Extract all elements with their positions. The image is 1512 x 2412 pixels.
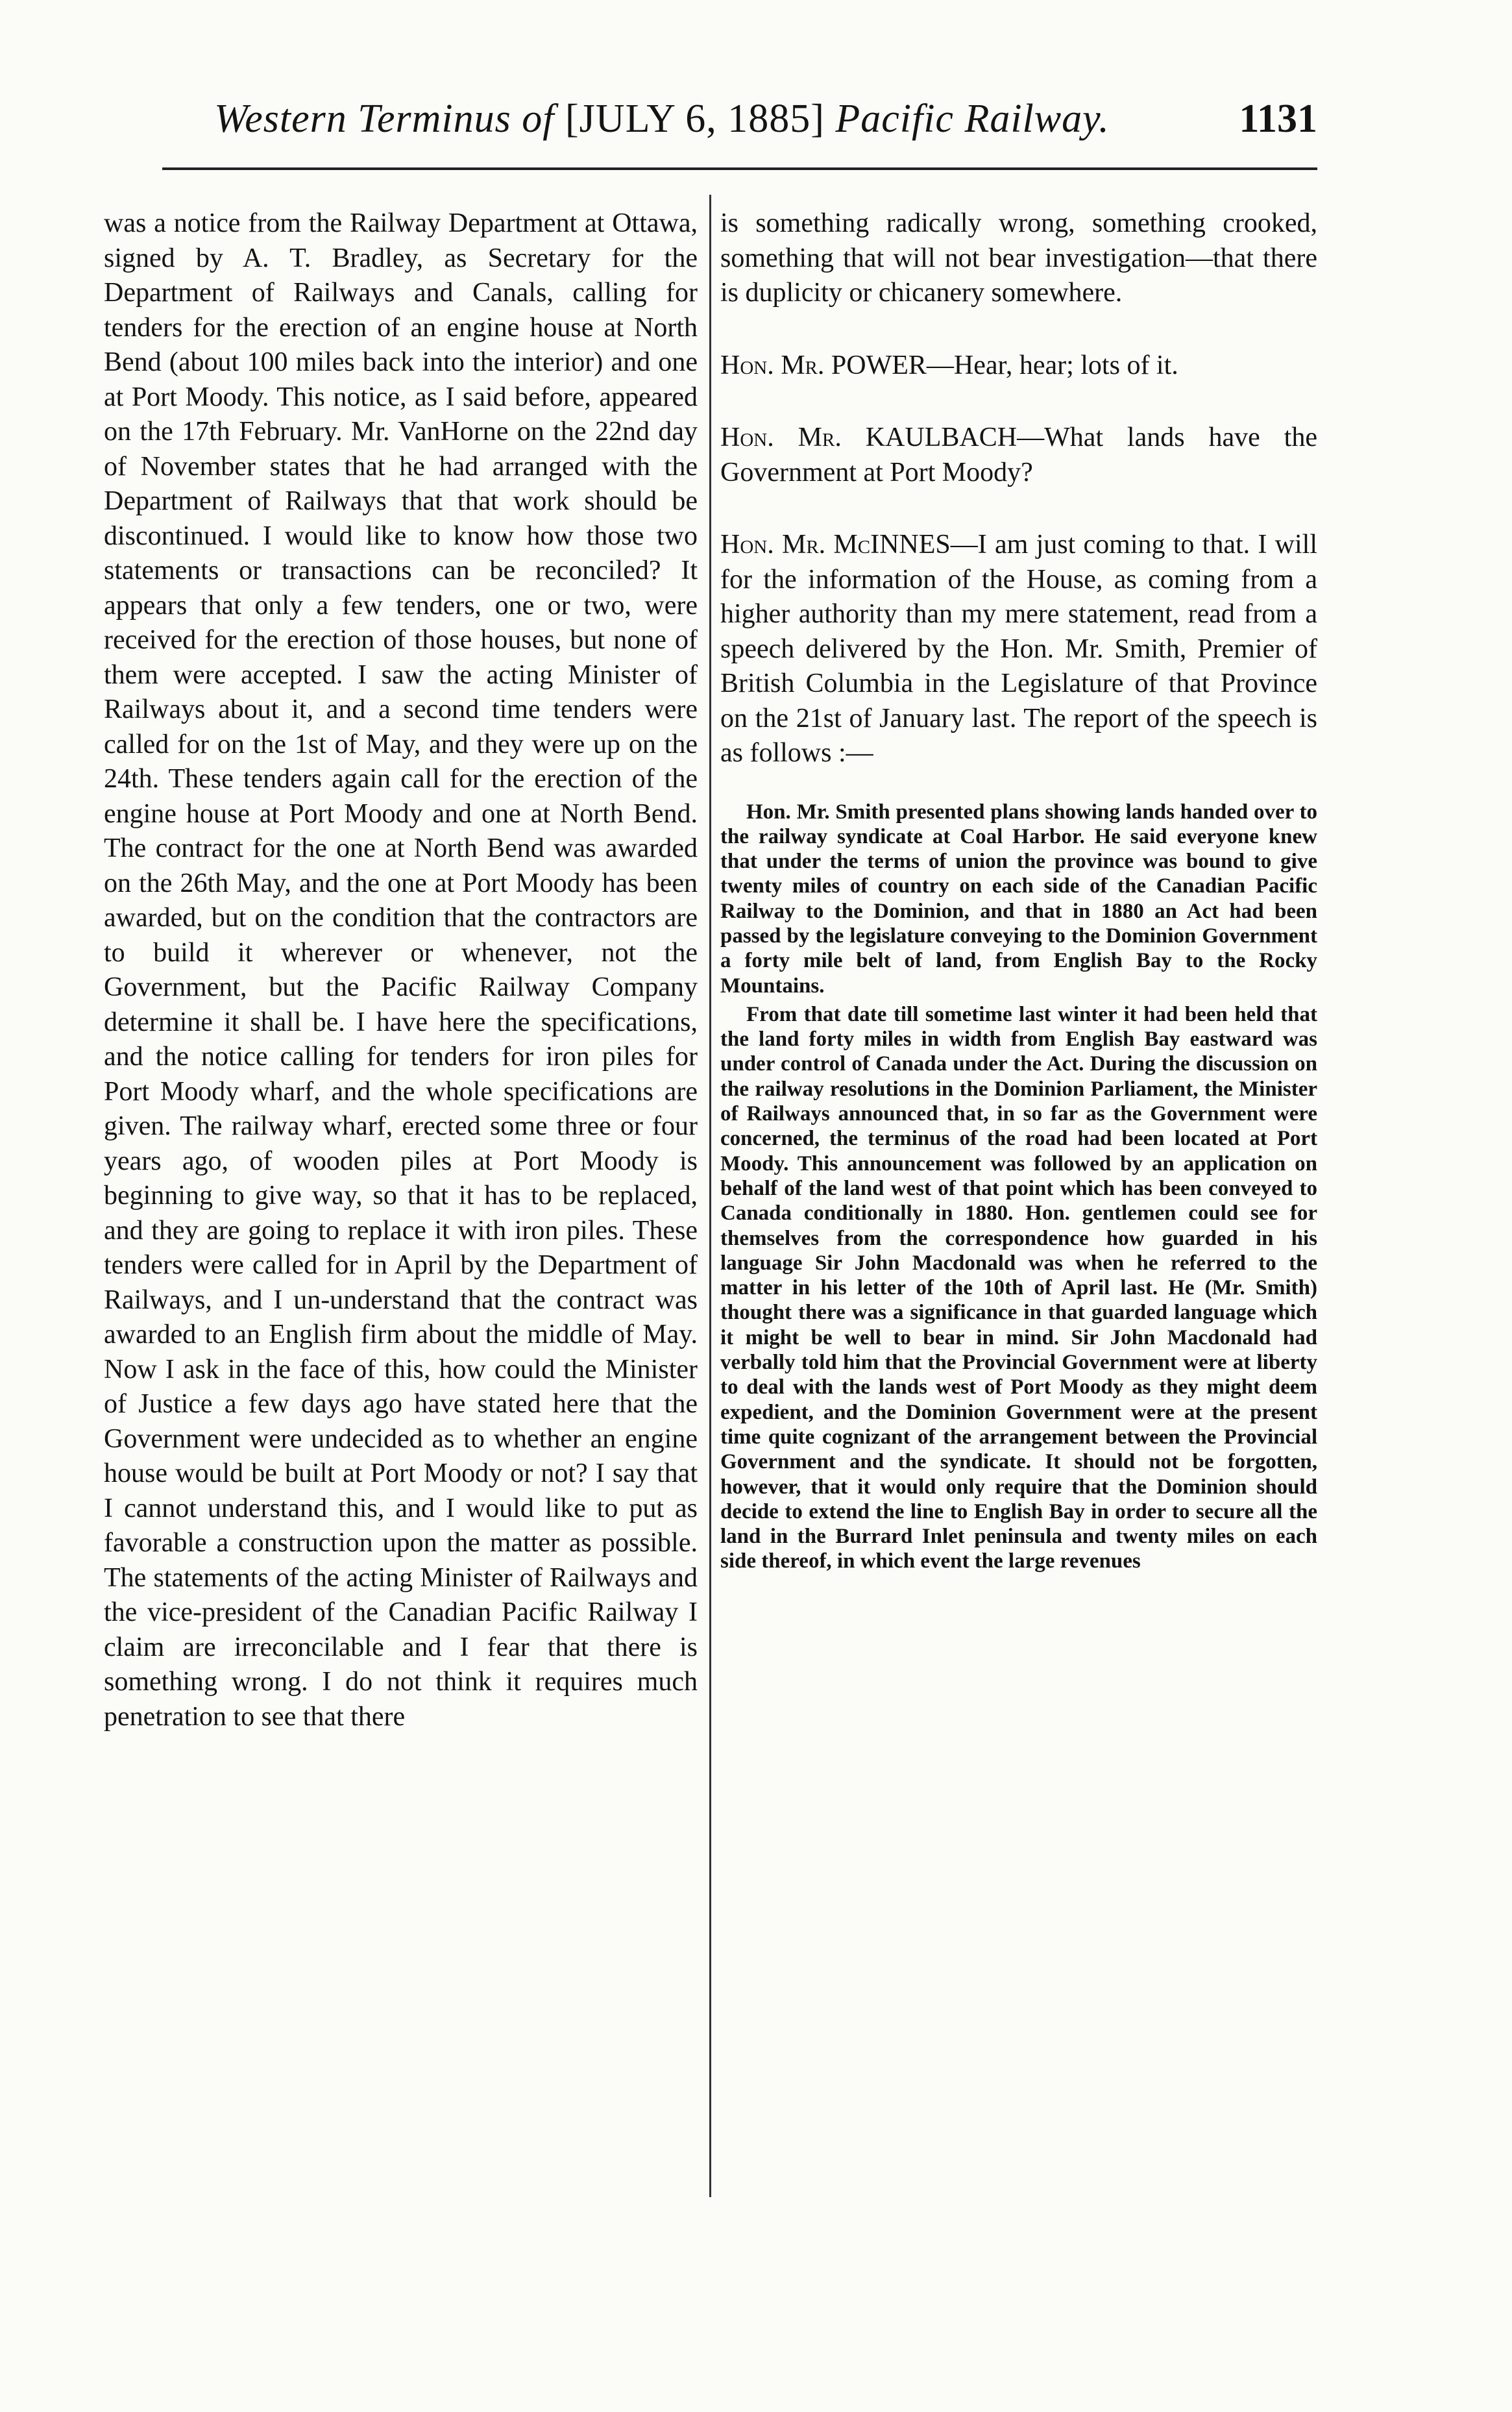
speech-text: —I am just coming to that. I will for the information of the House, as coming from a higher authority than my mere statement, read from a speech delivered by the Hon. Mr. Smith, Premier of British Columbia in the Legislature of that Province on the 21st of January last. The report of the speech is as follows :— <box>720 530 1317 768</box>
left-column-paragraph: was a notice from the Railway Department at Ottawa, signed by A. T. Bradley, as Secretary for the Department of Railways and Canals, calling for tenders for the erection of an engine house at North Bend (about 100 miles back into the interior) and one at Port Moody. This notice, as I said before, appeared on the 17th February. Mr. VanHorne on the 22nd day of November states that he had arranged with the Department of Railways that that work should be discontinued. I would like to know how those two statements or transactions can be reconciled? It appears that only a few tenders, one or two, were received for the erection of those houses, but none of them were accepted. I saw the acting Minister of Railways about it, and a second time tenders were called for on the 1st of May, and they were up on the 24th. These tenders again call for the erection of the engine house at Port Moody and one at North Bend. The contract for the one at North Bend was awarded on the 26th May, and the one at Port Moody has been awarded, but on the condition that the contractors are to build it wherever or whenever, not the Government, but the Pacific Railway Company determine it shall be. I have here the specifications, and the notice calling for tenders for iron piles for Port Moody wharf, and the whole specifications are given. The railway wharf, erected some three or four years ago, of wooden piles at Port Moody is beginning to give way, so that it has to be replaced, and they are going to replace it with iron piles. These tenders were called for in April by the Department of Railways, and I un-understand that the contract was awarded to an English firm about the middle of May. Now I ask in the face of this, how could the Minister of Justice a few days ago have stated here that the Government were undecided as to whether an engine house would be built at Port Moody or not? I say that I cannot understand this, and I would like to put as favorable a construction upon the matter as possible. The statements of the acting Minister of Railways and the vice-president of the Canadian Pacific Railway I claim are irreconcilable and I fear that there is something wrong. I do not think it requires much penetration to see that there <box>104 208 698 1732</box>
running-title-left: Western Terminus of <box>214 97 555 141</box>
quote-paragraph: From that date till sometime last winter it had been held that the land forty miles in width from English Bay eastward was under control of Canada under the Act. During the discussion on the railway resolutions in the Dominion Parliament, the Minister of Railways announced that, in so far as the Government were concerned, the terminus of the road had been located at Port Moody. This announcement was followed by an application on behalf of the land west of that point which has been conveyed to Canada conditionally in 1880. Hon. gentlemen could see for themselves from the correspondence how guarded in his language Sir John Macdonald was when he referred to the matter in his letter of the 10th of April last. He (Mr. Smith) thought there was a significance in that guarded language which it might be well to bear in mind. Sir John Macdonald had verbally told him that the Provincial Government were at liberty to deal with the lands west of Port Moody as they might deem expedient, and the Dominion Government were at the present time quite cognizant of the arrangement between the Provincial Government and the syndicate. It should not be forgotten, however, that it would only require that the Dominion should decide to extend the line to English Bay in order to secure all the land in the Burrard Inlet peninsula and twenty miles on each side thereof, in which event the large revenues <box>720 1002 1317 1573</box>
quote-paragraph: Hon. Mr. Smith presented plans showing lands handed over to the railway syndicate at Coal Harbor. He said everyone knew that under the terms of union the province was bound to give twenty miles of country on each side of the Canadian Pacific Railway to the Dominion, and that in 1880 an Act had been passed by the legislature conveying to the Dominion Government a forty mile belt of land, from English Bay to the Rocky Mountains. <box>720 800 1317 998</box>
page-number: 1131 <box>1239 97 1317 141</box>
speaker-name: Hon. Mr. McINNES <box>720 530 951 560</box>
page-header <box>0 96 1512 154</box>
speech-text: —Hear, hear; lots of it. <box>926 350 1178 380</box>
speech-text: —What lands have the Government at Port Moody? <box>720 423 1317 487</box>
speech-kaulbach <box>720 421 1317 490</box>
column-divider <box>709 195 711 2197</box>
running-title-right: Pacific Railway. <box>835 97 1110 141</box>
right-column <box>720 206 1317 1574</box>
quoted-report <box>720 800 1317 1574</box>
continued-paragraph: is something radically wrong, something crooked, something that will not bear investigation—that there is duplicity or chicanery somewhere. <box>720 208 1317 308</box>
left-column <box>104 206 698 1734</box>
speech-mcinnes <box>720 528 1317 771</box>
speaker-name: Hon. Mr. POWER <box>720 350 927 380</box>
running-title <box>175 96 1149 142</box>
speech-power <box>720 349 1317 384</box>
header-rule <box>162 167 1317 170</box>
running-title-date: [JULY 6, 1885] <box>554 97 836 141</box>
speaker-name: Hon. Mr. KAULBACH <box>720 423 1018 452</box>
